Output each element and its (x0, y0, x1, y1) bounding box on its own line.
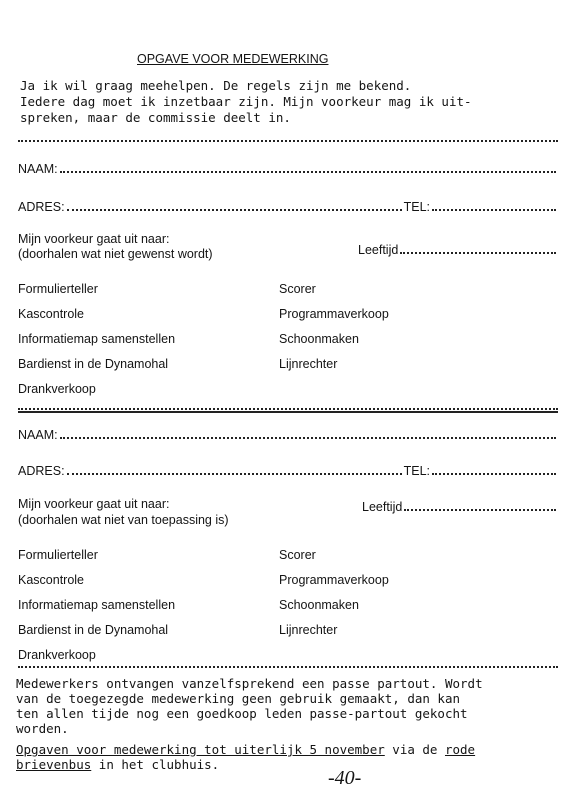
form2-option-row (18, 617, 538, 642)
form2-option-row (18, 592, 538, 617)
separator-dotted-1 (18, 138, 558, 142)
deadline-line-2 (16, 757, 219, 772)
option-bardienst[interactable]: Bardienst in de Dynamohal (18, 622, 169, 637)
form1-option-row (18, 326, 538, 351)
option-drankverkoop[interactable]: Drankverkoop (18, 381, 96, 396)
intro-line-1: Ja ik wil graag meehelpen. De regels zijn me bekend. (20, 78, 412, 93)
footer-line-2: van de toegezegde medewerking geen gebruik gemaakt, dan kan (16, 691, 461, 706)
deadline-rode: rode (444, 742, 476, 757)
deadline-brievenbus: brievenbus (16, 757, 92, 772)
intro-line-3: spreken, maar de commissie deelt in. (20, 110, 291, 125)
form1-age-blank[interactable] (400, 252, 556, 254)
form2-name-field[interactable] (18, 426, 558, 442)
option-formulierteller[interactable]: Formulierteller (18, 281, 98, 296)
option-scorer[interactable]: Scorer (279, 547, 316, 562)
form2-preference-heading: Mijn voorkeur gaat uit naar: (18, 497, 170, 511)
form2-address-field[interactable] (18, 462, 558, 478)
form1-option-row (18, 376, 538, 401)
form2-tel-label: TEL: (403, 464, 430, 478)
deadline-text-a: Opgaven voor medewerking tot uiterlijk (16, 742, 310, 757)
option-kascontrole[interactable]: Kascontrole (18, 306, 85, 321)
option-kascontrole[interactable]: Kascontrole (18, 572, 85, 587)
form2-age-blank[interactable] (404, 509, 556, 511)
form1-address-field[interactable] (18, 198, 558, 214)
page-number: -40- (328, 767, 362, 789)
form1-name-blank[interactable] (60, 171, 556, 173)
form2-option-row (18, 542, 538, 567)
form2-name-label: NAAM: (18, 428, 58, 442)
footer-line-3: ten allen tijde nog een goedkoop leden passe-partout gekocht (16, 706, 468, 721)
form2-name-blank[interactable] (60, 437, 556, 439)
form1-option-row (18, 276, 538, 301)
form1-age-field[interactable] (358, 241, 558, 257)
option-lijnrechter[interactable]: Lijnrechter (279, 622, 338, 637)
option-lijnrechter[interactable]: Lijnrechter (279, 356, 338, 371)
deadline-text-b: via de (384, 742, 445, 757)
separator-solid (18, 411, 558, 413)
deadline-date: 5 november (309, 742, 385, 757)
form1-option-row (18, 301, 538, 326)
form1-name-field[interactable] (18, 160, 558, 176)
deadline-text-c: in het clubhuis. (91, 757, 220, 772)
form1-options (18, 276, 538, 401)
option-programmaverkoop[interactable]: Programmaverkoop (279, 306, 389, 321)
option-informatiemap[interactable]: Informatiemap samenstellen (18, 597, 176, 612)
intro-line-2: Iedere dag moet ik inzetbaar zijn. Mijn voorkeur mag ik uit- (20, 94, 472, 109)
separator-dotted-2 (18, 406, 558, 410)
option-formulierteller[interactable]: Formulierteller (18, 547, 98, 562)
form2-preference-note: (doorhalen wat niet van toepassing is) (18, 513, 229, 527)
form2-options (18, 542, 538, 667)
form1-address-blank[interactable] (67, 209, 402, 211)
form2-age-field[interactable] (362, 498, 558, 514)
footer-line-4: worden. (16, 721, 69, 736)
form1-address-label: ADRES: (18, 200, 65, 214)
form2-age-label: Leeftijd (362, 500, 403, 514)
option-schoonmaken[interactable]: Schoonmaken (279, 597, 359, 612)
form1-preference-note: (doorhalen wat niet gewenst wordt) (18, 247, 213, 261)
form1-name-label: NAAM: (18, 162, 58, 176)
form2-address-label: ADRES: (18, 464, 65, 478)
option-schoonmaken[interactable]: Schoonmaken (279, 331, 359, 346)
option-scorer[interactable]: Scorer (279, 281, 316, 296)
option-drankverkoop[interactable]: Drankverkoop (18, 647, 96, 662)
form1-tel-blank[interactable] (432, 209, 556, 211)
separator-dotted-3 (18, 664, 558, 668)
option-bardienst[interactable]: Bardienst in de Dynamohal (18, 356, 169, 371)
option-programmaverkoop[interactable]: Programmaverkoop (279, 572, 389, 587)
form1-age-label: Leeftijd (358, 243, 399, 257)
form2-tel-blank[interactable] (432, 473, 556, 475)
footer-line-1: Medewerkers ontvangen vanzelfsprekend een passe partout. Wordt (16, 676, 483, 691)
form1-preference-heading: Mijn voorkeur gaat uit naar: (18, 232, 170, 246)
form1-option-row (18, 351, 538, 376)
option-informatiemap[interactable]: Informatiemap samenstellen (18, 331, 176, 346)
form2-option-row (18, 567, 538, 592)
form2-address-blank[interactable] (67, 473, 402, 475)
form1-tel-label: TEL: (403, 200, 430, 214)
deadline-line-1 (16, 742, 475, 757)
page-title: OPGAVE VOOR MEDEWERKING (137, 52, 329, 66)
